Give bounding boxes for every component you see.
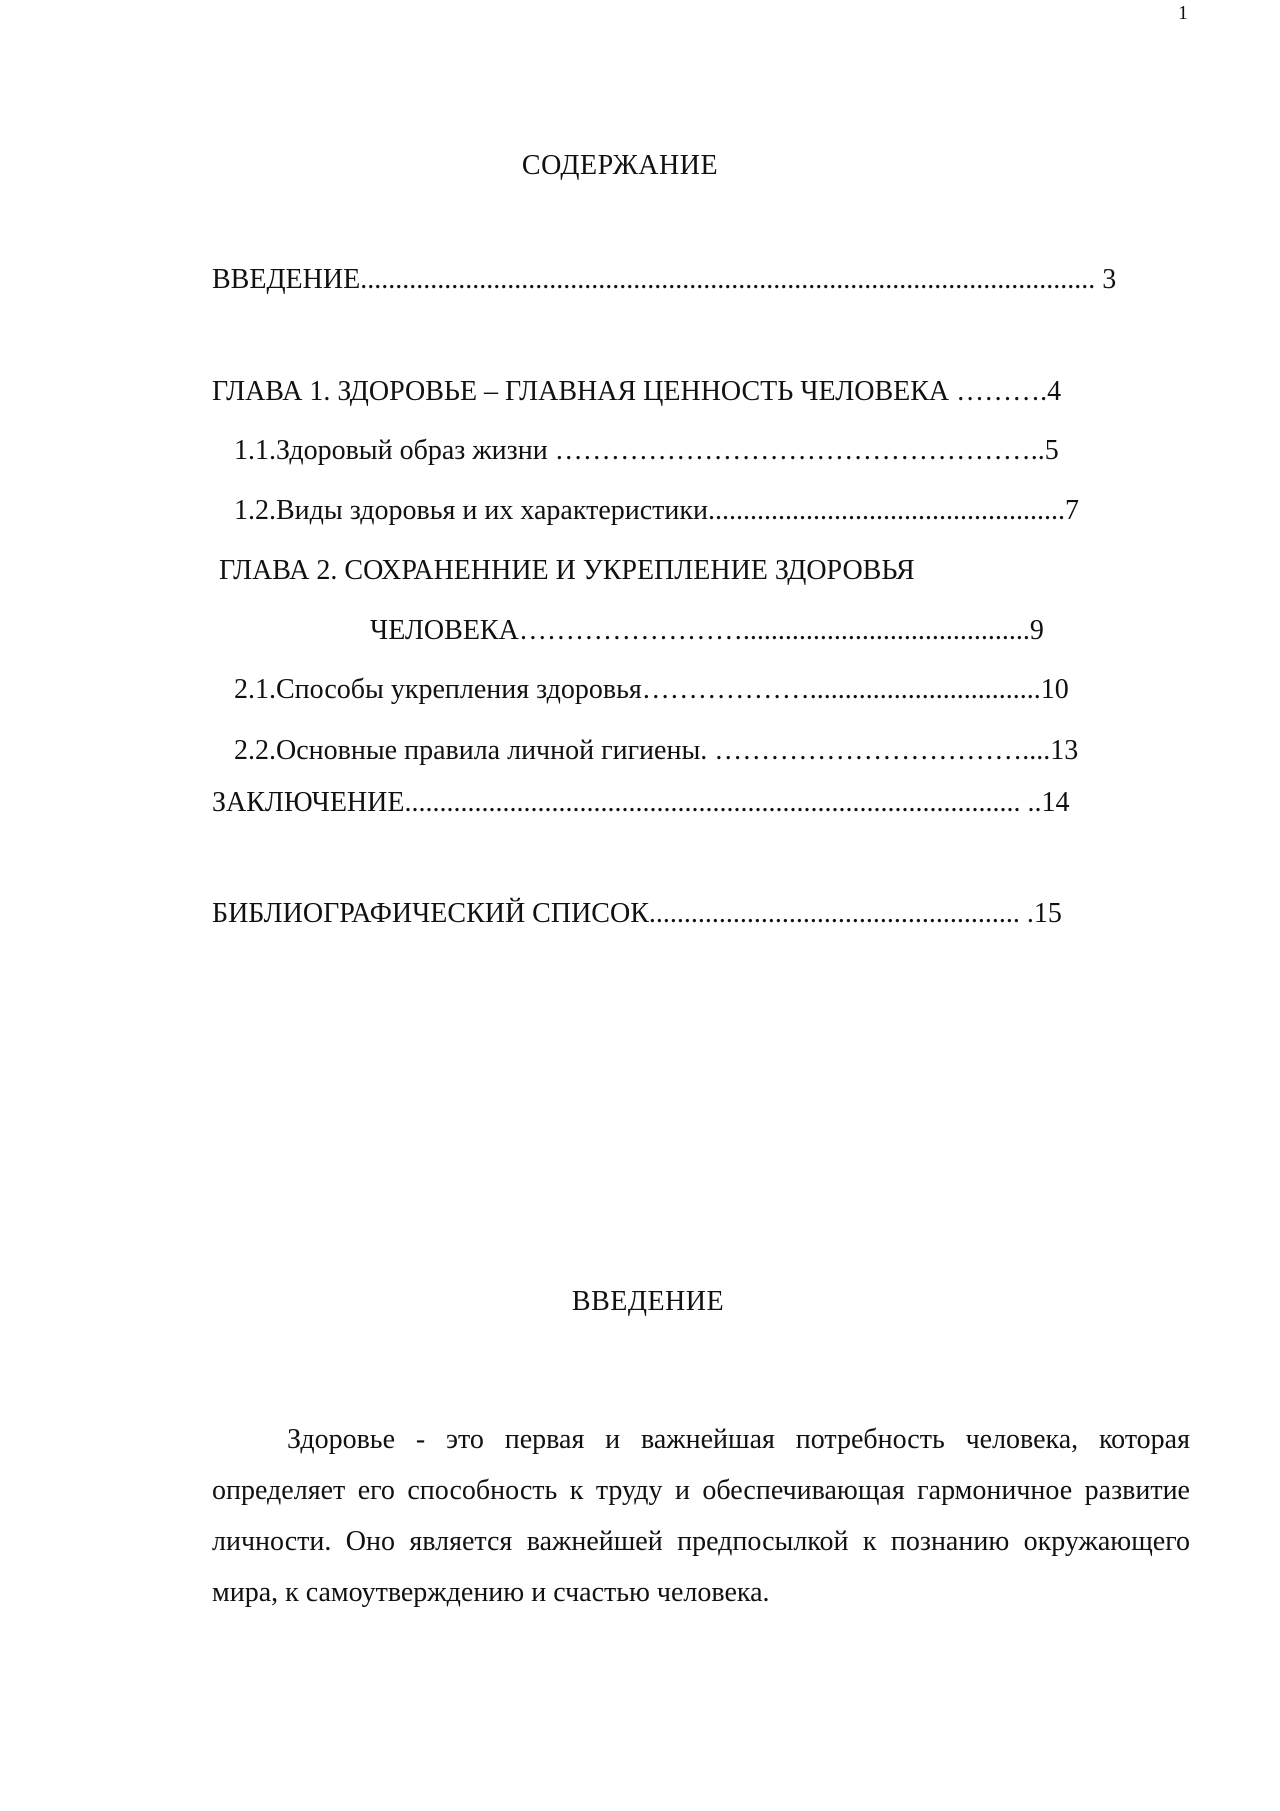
toc-entry-section-1-1: 1.1.Здоровый образ жизни ……………………………………………..5 [234, 435, 1059, 466]
introduction-title: ВВЕДЕНИЕ [571, 1286, 725, 1317]
toc-entry-chapter-2: ГЛАВА 2. СОХРАНЕННИЕ И УКРЕПЛЕНИЕ ЗДОРОВЬЯ [219, 555, 915, 586]
toc-entry-section-1-2: 1.2.Виды здоровья и их характеристики...................................................7 [234, 495, 1079, 526]
toc-entry-section-2-1: 2.1.Способы укрепления здоровья……………….................................10 [234, 674, 1069, 705]
introduction-paragraph: Здоровье - это первая и важнейшая потребность человека, которая определяет его способность к труду и обеспечивающая гармоничное развитие личности. Оно является важнейшей предпосылкой к познанию окружающего мира, к самоутверждению и счастью человека. [212, 1424, 1190, 1608]
toc-entry-bibliography: БИБЛИОГРАФИЧЕСКИЙ СПИСОК..................................................... .15 [212, 898, 1062, 929]
toc-entry-conclusion: ЗАКЛЮЧЕНИЕ........................................................................................ ..14 [212, 787, 1070, 818]
toc-entry-introduction: ВВЕДЕНИЕ......................................................................................................... 3 [212, 264, 1117, 295]
toc-entry-chapter-2-continued: ЧЕЛОВЕКА…………………….........................................9 [370, 615, 1044, 646]
toc-entry-section-2-2: 2.2.Основные правила личной гигиены. ……………………………....13 [234, 735, 1079, 766]
page-number: 1 [1178, 2, 1188, 24]
toc-title: СОДЕРЖАНИЕ [521, 150, 719, 181]
toc-entry-chapter-1: ГЛАВА 1. ЗДОРОВЬЕ – ГЛАВНАЯ ЦЕННОСТЬ ЧЕЛОВЕКА ……….4 [212, 376, 1062, 407]
